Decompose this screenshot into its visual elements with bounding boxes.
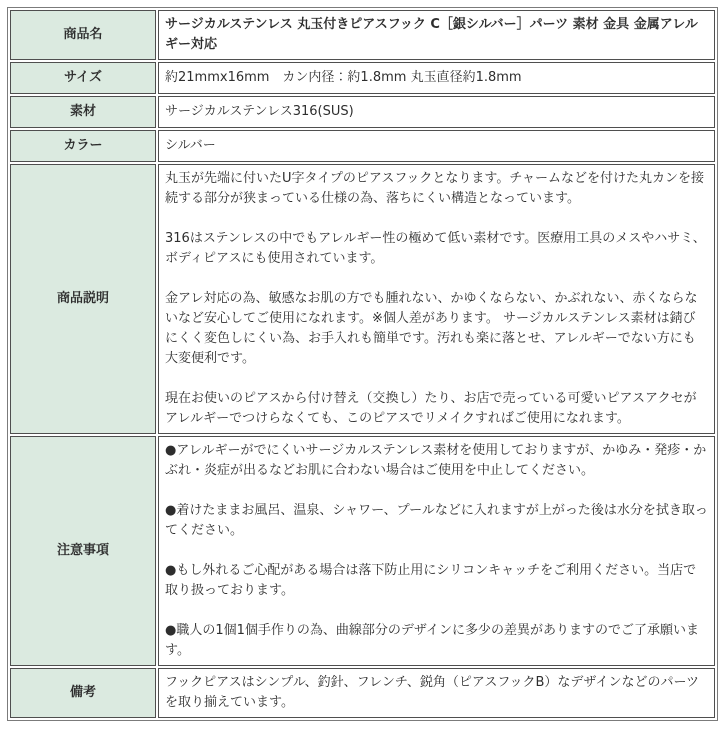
spec-row-description xyxy=(10,164,715,434)
row-value-notes: フックピアスはシンプル、釣針、フレンチ、鋭角（ピアスフックB）なデザインなどのパーツを取り揃えています。 xyxy=(158,668,715,718)
row-value-precautions xyxy=(158,436,715,666)
row-value-color: シルバー xyxy=(158,130,715,162)
description-paragraph-3: 金アレ対応の為、敏感なお肌の方でも腫れない、かゆくならない、かぶれない、赤くならないなど安心してご使用になれます。※個人差があります。 サージカルステンレス素材は錆びにくく変色しにくい為、お手入れも簡単です。汚れも楽に落とせ、アレルギーでない方にも大変便利です。 xyxy=(165,291,698,366)
product-spec-table xyxy=(7,7,718,721)
precaution-item-3: ●もし外れるご心配がある場合は落下防止用にシリコンキャッチをご利用ください。当店で取り扱っております。 xyxy=(165,563,697,598)
row-label-material: 素材 xyxy=(10,96,156,128)
row-label-description: 商品説明 xyxy=(10,164,156,434)
spec-row-material xyxy=(10,96,715,128)
spec-row-notes xyxy=(10,668,715,718)
row-value-size: 約21mmx16mm カン内径：約1.8mm 丸玉直径約1.8mm xyxy=(158,62,715,94)
spec-row-precautions xyxy=(10,436,715,666)
precaution-item-4: ●職人の1個1個手作りの為、曲線部分のデザインに多少の差異がありますのでご了承願います。 xyxy=(165,623,699,658)
row-label-notes: 備考 xyxy=(10,668,156,718)
row-label-precautions: 注意事項 xyxy=(10,436,156,666)
description-paragraph-2: 316はステンレスの中でもアレルギー性の極めて低い素材です。医療用工具のメスやハサミ、ボディピアスにも使用されています。 xyxy=(165,231,706,266)
description-paragraph-1: 丸玉が先端に付いたU字タイプのピアスフックとなります。チャームなどを付けた丸カンを接続する部分が狭まっている仕様の為、落ちにくい構造となっています。 xyxy=(165,171,705,206)
spec-row-product-name xyxy=(10,10,715,60)
description-paragraph-4: 現在お使いのピアスから付け替え（交換し）たり、お店で売っている可愛いピアスアクセがアレルギーでつけらなくても、このピアスでリメイクすればご使用になれます。 xyxy=(165,391,697,426)
row-label-product-name: 商品名 xyxy=(10,10,156,60)
precaution-item-2: ●着けたままお風呂、温泉、シャワー、プールなどに入れますが上がった後は水分を拭き取ってください。 xyxy=(165,503,708,538)
row-value-description xyxy=(158,164,715,434)
row-value-product-name: サージカルステンレス 丸玉付きピアスフック C［銀シルバー］パーツ 素材 金具 金属アレルギー対応 xyxy=(158,10,715,60)
row-label-color: カラー xyxy=(10,130,156,162)
row-value-material: サージカルステンレス316(SUS) xyxy=(158,96,715,128)
spec-row-size xyxy=(10,62,715,94)
precaution-item-1: ●アレルギーがでにくいサージカルステンレス素材を使用しておりますが、かゆみ・発疹・かぶれ・炎症が出るなどお肌に合わない場合はご使用を中止してください。 xyxy=(165,443,707,478)
row-label-size: サイズ xyxy=(10,62,156,94)
spec-row-color xyxy=(10,130,715,162)
